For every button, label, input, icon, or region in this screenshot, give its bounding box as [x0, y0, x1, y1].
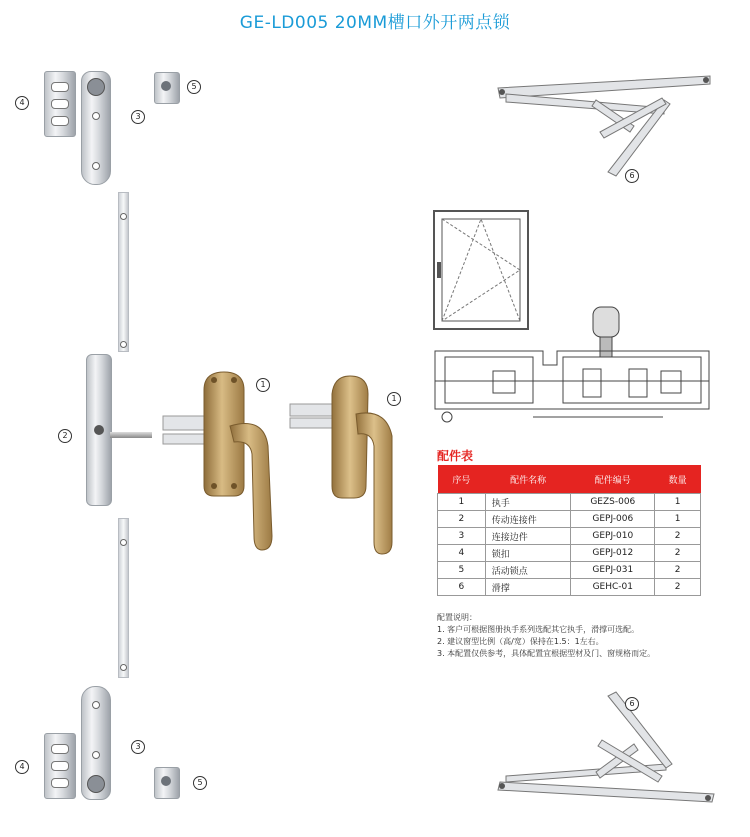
callout-3-bottom: 3 [131, 740, 145, 754]
table-header-row [438, 465, 701, 494]
notes-line: 2. 建议窗型比例（高/宽）保持在1.5：1左右。 [437, 637, 604, 646]
callout-5-top: 5 [187, 80, 201, 94]
cell-qty: 1 [655, 494, 701, 511]
cell-code: GEPJ-010 [571, 528, 655, 545]
cell-qty: 1 [655, 511, 701, 528]
friction-stay-bottom [496, 690, 718, 808]
callout-6-bottom: 6 [625, 697, 639, 711]
cell-qty: 2 [655, 528, 701, 545]
handle-front-view [160, 368, 280, 558]
column-header-index: 序号 [438, 465, 486, 494]
profile-section-diagram [433, 305, 718, 425]
table-row [438, 562, 701, 579]
column-header-name: 配件名称 [485, 465, 571, 494]
callout-5-bottom: 5 [193, 776, 207, 790]
lower-connecting-bar [118, 518, 129, 678]
callout-3-top: 3 [131, 110, 145, 124]
transmission-connector [86, 354, 112, 506]
callout-1-side: 1 [387, 392, 401, 406]
lock-keeper-bottom [44, 733, 76, 799]
parts-table-heading: 配件表 [437, 449, 474, 463]
cell-index: 3 [438, 528, 486, 545]
cell-name: 活动锁点 [485, 562, 571, 579]
upper-connecting-bar [118, 192, 129, 352]
lock-point-bottom [154, 767, 180, 799]
cell-name: 滑撑 [485, 579, 571, 596]
callout-6-top: 6 [625, 169, 639, 183]
cell-index: 5 [438, 562, 486, 579]
callout-2: 2 [58, 429, 72, 443]
cell-name: 执手 [485, 494, 571, 511]
cell-qty: 2 [655, 579, 701, 596]
cell-code: GEPJ-031 [571, 562, 655, 579]
cell-code: GEPJ-012 [571, 545, 655, 562]
edge-connector-bottom [81, 686, 111, 800]
lock-point-top [154, 72, 180, 104]
cell-name: 传动连接件 [485, 511, 571, 528]
cell-code: GEZS-006 [571, 494, 655, 511]
cell-index: 6 [438, 579, 486, 596]
callout-1-front: 1 [256, 378, 270, 392]
configuration-notes [437, 612, 655, 660]
cell-index: 2 [438, 511, 486, 528]
table-row [438, 528, 701, 545]
cell-name: 连接边件 [485, 528, 571, 545]
table-row [438, 511, 701, 528]
callout-4-bottom: 4 [15, 760, 29, 774]
edge-connector-top [81, 71, 111, 185]
cell-code: GEHC-01 [571, 579, 655, 596]
column-header-qty: 数量 [655, 465, 701, 494]
table-row [438, 494, 701, 511]
page-title: GE-LD005 20MM槽口外开两点锁 [239, 13, 511, 33]
table-row [438, 545, 701, 562]
cell-code: GEPJ-006 [571, 511, 655, 528]
transmission-spindle [110, 432, 152, 438]
cell-qty: 2 [655, 545, 701, 562]
notes-heading: 配置说明： [437, 613, 477, 622]
column-header-code: 配件编号 [571, 465, 655, 494]
cell-name: 锁扣 [485, 545, 571, 562]
cell-index: 1 [438, 494, 486, 511]
friction-stay-top [496, 72, 714, 184]
parts-table [437, 465, 701, 596]
notes-line: 1. 客户可根据图册执手系列选配其它执手，滑撑可选配。 [437, 625, 640, 634]
cell-qty: 2 [655, 562, 701, 579]
table-row [438, 579, 701, 596]
cell-index: 4 [438, 545, 486, 562]
notes-line: 3. 本配置仅供参考，具体配置宜根据型材及门、窗规格而定。 [437, 649, 656, 658]
callout-4-top: 4 [15, 96, 29, 110]
lock-keeper-top [44, 71, 76, 137]
